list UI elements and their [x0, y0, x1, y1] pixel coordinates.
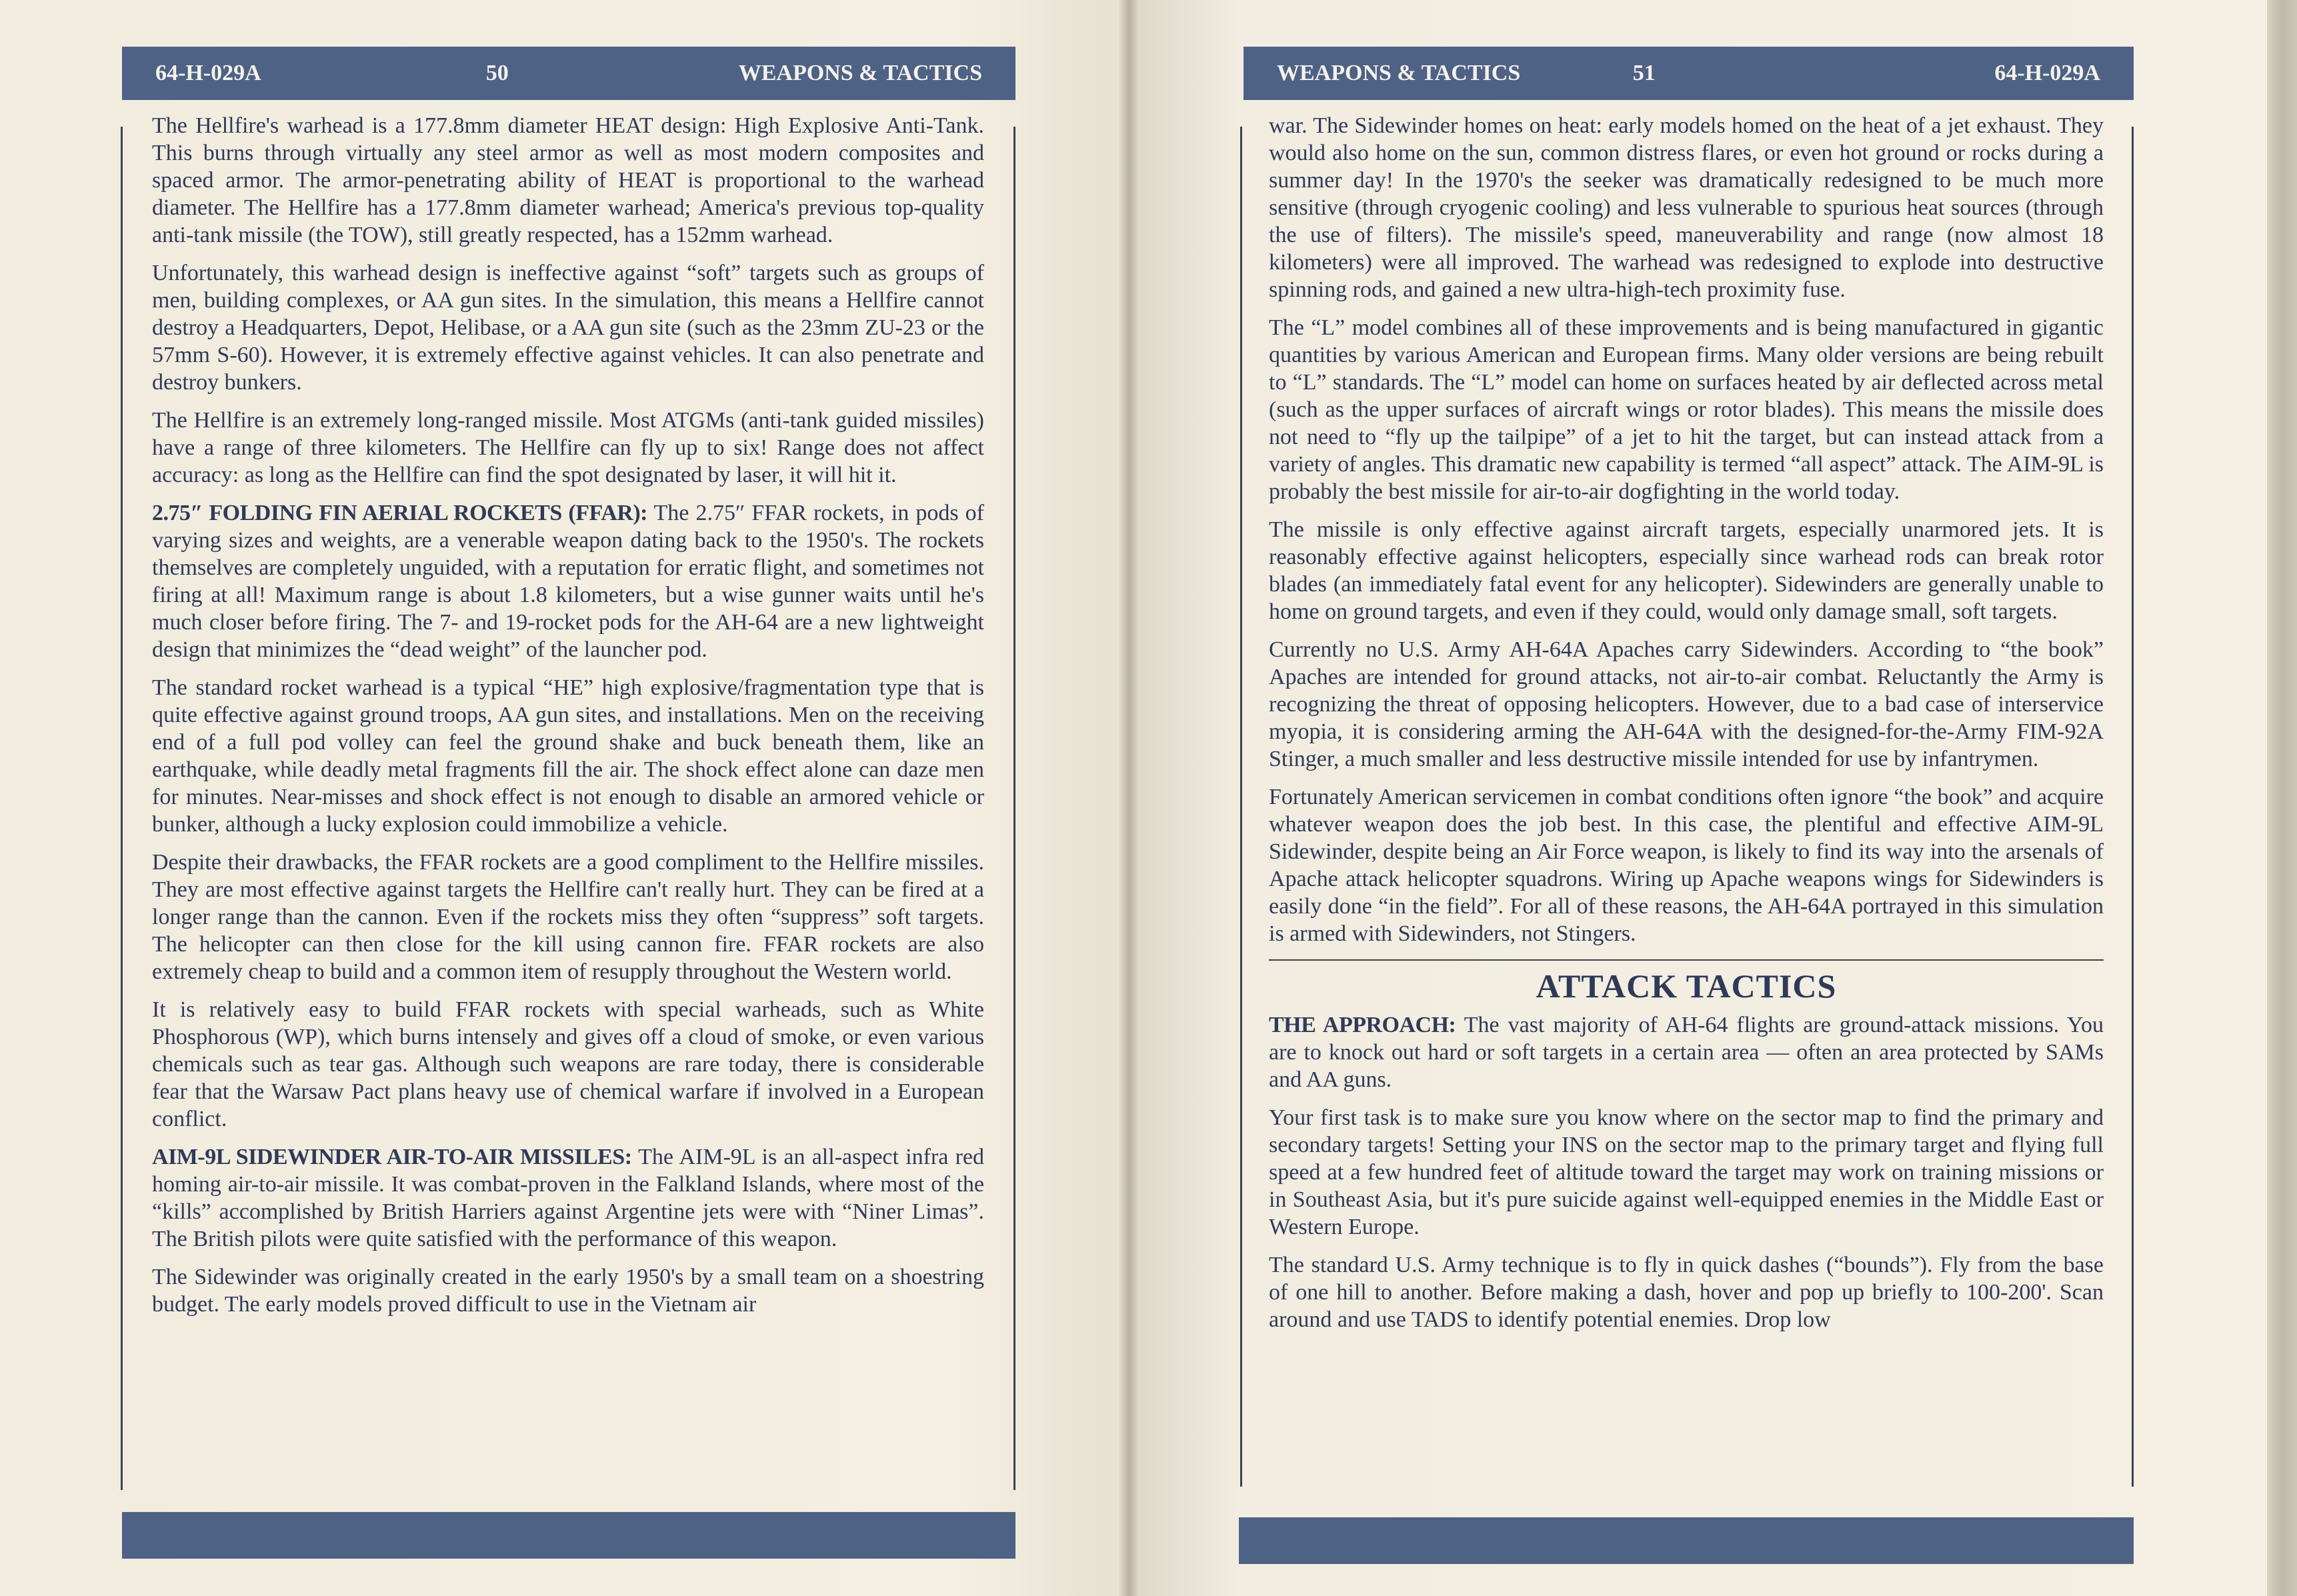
- left-page-number: 50: [485, 61, 509, 85]
- right-page-body: [1269, 112, 2104, 1344]
- left-paragraph-5: The standard rocket warhead is a typical “HE” high explosive/fragmentation type that is quite effective against ground troops, AA gun sites, and installations. Men on the receiving end of a full pod volley can feel the ground shake and buck beneath them, like an earthquake, while deadly metal fragments fill the air. The shock effect alone can daze men for minutes. Near-misses and shock effect is not enough to disable an armored vehicle or bunker, although a lucky explosion could immobilize a vehicle.: [152, 675, 984, 837]
- sidewinder-paragraph: AIM-9L SIDEWINDER AIR-TO-AIR MISSILES: The AIM-9L is an all-aspect infra red homing air-to-air missile. It was combat-proven in the Falkland Islands, where most of the “kills” accomplished by British Harriers against Argentine jets were with “Niner Limas”. The British pilots were quite satisfied with the performance of this weapon.: [152, 1145, 984, 1251]
- approach-paragraph: THE APPROACH: The vast majority of AH-64 flights are ground-attack missions. You are to knock out hard or soft targets in a certain area — often an area protected by SAMs and AA guns.: [1269, 1013, 2104, 1092]
- ffar-paragraph: 2.75″ FOLDING FIN AERIAL ROCKETS (FFAR): The 2.75″ FFAR rockets, in pods of varying sizes and weights, are a venerable weapon dating back to the 1950's. The rockets themselves are completely unguided, with a reputation for erratic flight, and sometimes not firing at all! Maximum range is about 1.8 kilometers, but a wise gunner waits until he's much closer before firing. The 7- and 19-rocket pods for the AH-64 are a new lightweight design that minimizes the “dead weight” of the launcher pod.: [152, 501, 984, 662]
- page-edge: [2267, 0, 2297, 1596]
- right-paragraph-1: war. The Sidewinder homes on heat: early models homed on the heat of a jet exhaust. They would also home on the sun, common distress flares, or even hot ground or rocks during a summer day! In the 1970's the seeker was dramatically redesigned to be much more sensitive (through cryogenic cooling) and less vulnerable to spurious heat sources (through the use of filters). The missile's speed, maneuverability and range (now almost 18 kilometers) were all improved. The warhead was redesigned to explode into destructive spinning rods, and gained a new ultra-high-tech proximity fuse.: [1269, 113, 2104, 302]
- right-page-number: 51: [1632, 61, 1656, 85]
- right-page-header: [1244, 47, 2134, 100]
- left-page-right-rule: [1013, 127, 1015, 1490]
- right-page-left-rule: [1240, 127, 1242, 1487]
- approach-heading: THE APPROACH:: [1269, 1013, 1456, 1037]
- left-paragraph-9: The Sidewinder was originally created in the early 1950's by a small team on a shoestring budget. The early models proved difficult to use in the Vietnam air: [152, 1265, 984, 1317]
- right-paragraph-8: The standard U.S. Army technique is to fly in quick dashes (“bounds”). Fly from the base of one hill to another. Before making a dash, hover and pop up briefly to 100-200'. Scan around and use TADS to identify potential enemies. Drop low: [1269, 1253, 2104, 1332]
- right-page-footer-bar: [1239, 1517, 2134, 1564]
- right-doc-code: 64-H-029A: [1994, 61, 2100, 85]
- right-section-title: WEAPONS & TACTICS: [1277, 61, 1521, 85]
- right-page-right-rule: [2132, 127, 2134, 1487]
- right-paragraph-4: Currently no U.S. Army AH-64A Apaches carry Sidewinders. According to “the book” Apaches are intended for ground attacks, not air-to-air combat. Reluctantly the Army is recognizing the threat of opposing helicopters. However, due to a bad case of interservice myopia, it is considering arming the AH-64A with the designed-for-the-Army FIM-92A Stinger, a much smaller and less destructive missile intended for use by infantrymen.: [1269, 637, 2104, 771]
- left-paragraph-3: The Hellfire is an extremely long-ranged missile. Most ATGMs (anti-tank guided missiles) have a range of three kilometers. The Hellfire can fly up to six! Range does not affect accuracy: as long as the Hellfire can find the spot designated by laser, it will hit it.: [152, 408, 984, 487]
- sidewinder-heading: AIM-9L SIDEWINDER AIR-TO-AIR MISSILES:: [152, 1145, 632, 1169]
- attack-tactics-title: ATTACK TACTICS: [1536, 967, 1837, 1005]
- left-doc-code: 64-H-029A: [155, 61, 261, 85]
- right-paragraph-2: The “L” model combines all of these improvements and is being manufactured in gigantic quantities by various American and European firms. Many older versions are being rebuilt to “L” standards. The “L” model can home on surfaces heated by air deflected across metal (such as the upper surfaces of aircraft wings or rotor blades). This means the missile does not need to “fly up the tailpipe” of a jet to hit the target, but can instead attack from a variety of angles. This dramatic new capability is termed “all aspect” attack. The AIM-9L is probably the best missile for air-to-air dogfighting in the world today.: [1269, 315, 2104, 504]
- left-page-body: [152, 112, 984, 1329]
- book-gutter: [1117, 0, 1140, 1596]
- section-divider: [1269, 959, 2104, 961]
- left-page-left-rule: [121, 127, 123, 1490]
- right-paragraph-3: The missile is only effective against aircraft targets, especially unarmored jets. It is reasonably effective against helicopters, especially since warhead rods can break rotor blades (an immediately fatal event for any helicopter). Sidewinders are generally unable to home on ground targets, and even if they could, would only damage small, soft targets.: [1269, 517, 2104, 624]
- left-paragraph-2: Unfortunately, this warhead design is ineffective against “soft” targets such as groups of men, building complexes, or AA gun sites. In the simulation, this means a Hellfire cannot destroy a Headquarters, Depot, Helibase, or a AA gun site (such as the 23mm ZU-23 or the 57mm S-60). However, it is extremely effective against vehicles. It can also penetrate and destroy bunkers.: [152, 261, 984, 395]
- left-paragraph-6: Despite their drawbacks, the FFAR rockets are a good compliment to the Hellfire missiles. They are most effective against targets the Hellfire can't really hurt. They can be fired at a longer range than the cannon. Even if the rockets miss they often “suppress” soft targets. The helicopter can then close for the kill using cannon fire. FFAR rockets are also extremely cheap to build and a common item of resupply throughout the Western world.: [152, 850, 984, 984]
- left-paragraph-1: The Hellfire's warhead is a 177.8mm diameter HEAT design: High Explosive Anti-Tank. This burns through virtually any steel armor as well as most modern composites and spaced armor. The armor-penetrating ability of HEAT is proportional to the warhead diameter. The Hellfire has a 177.8mm diameter warhead; America's previous top-quality anti-tank missile (the TOW), still greatly respected, has a 152mm warhead.: [152, 113, 984, 247]
- left-page-footer-bar: [122, 1512, 1015, 1559]
- right-paragraph-5: Fortunately American servicemen in combat conditions often ignore “the book” and acquire whatever weapon does the job best. In this case, the plentiful and effective AIM-9L Sidewinder, despite being an Air Force weapon, is likely to find its way into the arsenals of Apache attack helicopter squadrons. Wiring up Apache weapons wings for Sidewinders is easily done “in the field”. For all of these reasons, the AH-64A portrayed in this simulation is armed with Sidewinders, not Stingers.: [1269, 785, 2104, 946]
- left-section-title: WEAPONS & TACTICS: [738, 61, 982, 85]
- left-paragraph-7: It is relatively easy to build FFAR rockets with special warheads, such as White Phosphorous (WP), which burns intensely and gives off a cloud of smoke, or even various chemicals such as tear gas. Although such weapons are rare today, there is considerable fear that the Warsaw Pact plans heavy use of chemical warfare if involved in a European conflict.: [152, 997, 984, 1131]
- right-paragraph-7: Your first task is to make sure you know where on the sector map to find the primary and secondary targets! Setting your INS on the sector map to the primary target and flying full speed at a few hundred feet of altitude toward the target may work on training missions or in Southeast Asia, but it's pure suicide against well-equipped enemies in the Middle East or Western Europe.: [1269, 1105, 2104, 1239]
- ffar-heading: 2.75″ FOLDING FIN AERIAL ROCKETS (FFAR):: [152, 501, 647, 525]
- left-page-header: [122, 47, 1015, 100]
